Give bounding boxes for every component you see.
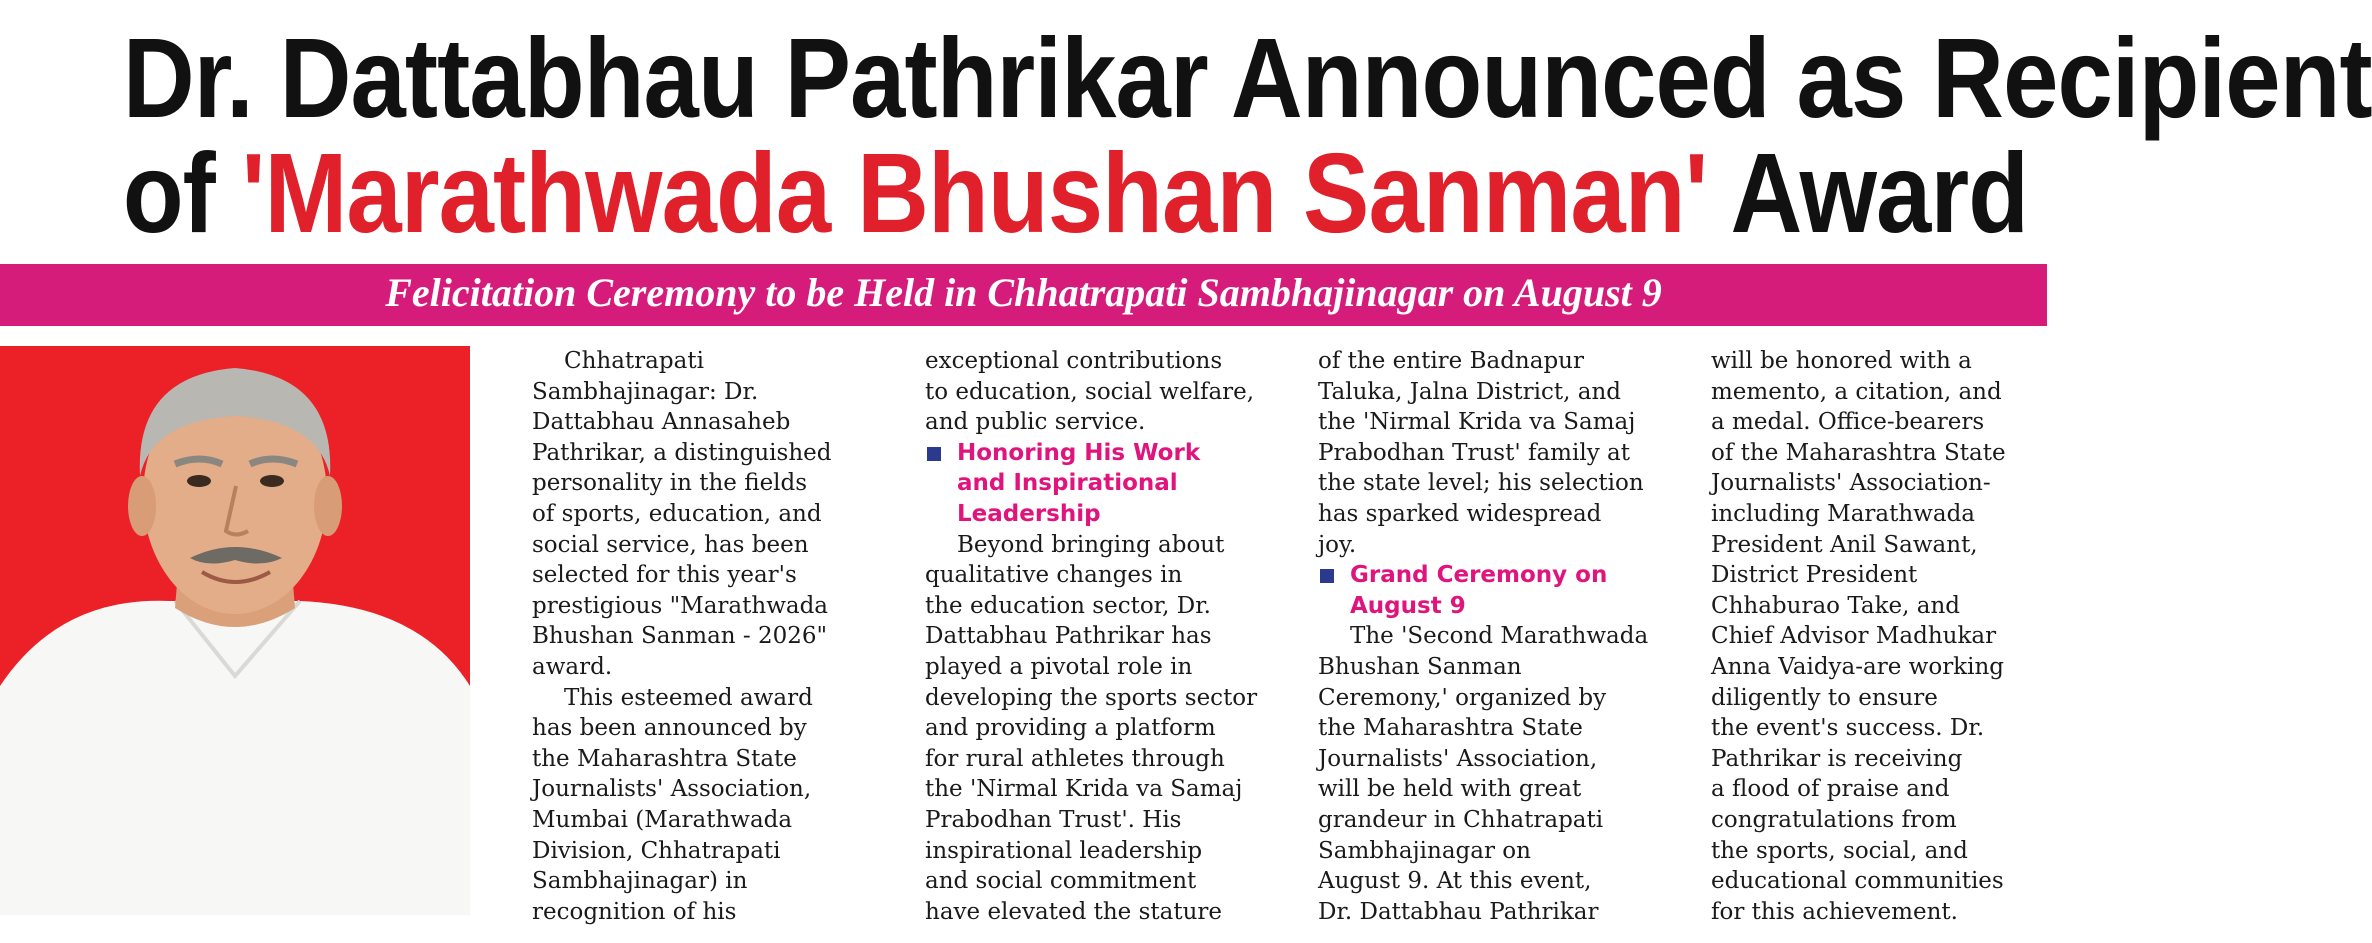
text-line: Dr. Dattabhau Pathrikar bbox=[1318, 898, 1599, 925]
text-line: grandeur in Chhatrapati bbox=[1318, 806, 1604, 833]
text-line: Bhushan Sanman bbox=[1318, 653, 1522, 680]
text-line: to education, social welfare, bbox=[925, 378, 1255, 405]
article-column-1 bbox=[532, 346, 902, 927]
subheading-line: and Inspirational bbox=[957, 470, 1178, 497]
text-line: Sambhajinagar: Dr. bbox=[532, 378, 759, 405]
text-line: including Marathwada bbox=[1711, 500, 1976, 527]
text-line: Journalists' Association, bbox=[1318, 745, 1598, 772]
text-line: will be held with great bbox=[1318, 776, 1582, 803]
subtitle-banner-text: Felicitation Ceremony to be Held in Chhatrapati Sambhajinagar on August 9 bbox=[385, 270, 1662, 315]
text-line: social service, has been bbox=[532, 531, 809, 558]
text-line: Anna Vaidya-are working bbox=[1711, 653, 2005, 680]
text-line: Mumbai (Marathwada bbox=[532, 806, 793, 833]
text-line: Prabodhan Trust'. His bbox=[925, 806, 1182, 833]
text-line: developing the sports sector bbox=[925, 684, 1258, 711]
text-line: congratulations from bbox=[1711, 806, 1957, 833]
text-line: will be honored with a bbox=[1711, 348, 1972, 374]
text-line: Bhushan Sanman - 2026" bbox=[532, 623, 828, 650]
headline-suffix: Award bbox=[1707, 130, 2029, 256]
text-line: of the entire Badnapur bbox=[1318, 348, 1584, 374]
text-line: qualitative changes in bbox=[925, 562, 1183, 589]
text-line: for rural athletes through bbox=[925, 745, 1225, 772]
text-line: educational communities bbox=[1711, 868, 2004, 895]
text-line: and social commitment bbox=[925, 868, 1197, 895]
article-column-3 bbox=[1318, 346, 1688, 927]
text-line: inspirational leadership bbox=[925, 837, 1203, 864]
subheading-line: August 9 bbox=[1350, 592, 1466, 619]
text-line: August 9. At this event, bbox=[1318, 868, 1592, 895]
text-line: of the Maharashtra State bbox=[1711, 439, 2006, 466]
text-line: The 'Second Marathwada bbox=[1350, 623, 1649, 650]
text-line: President Anil Sawant, bbox=[1711, 531, 1978, 558]
text-line: the 'Nirmal Krida va Samaj bbox=[925, 776, 1243, 803]
subheading-line: Grand Ceremony on bbox=[1350, 562, 1608, 589]
text-line: played a pivotal role in bbox=[925, 653, 1193, 680]
text-line: recognition of his bbox=[532, 898, 737, 925]
text-line: have elevated the stature bbox=[925, 898, 1223, 925]
text-line: the sports, social, and bbox=[1711, 837, 1968, 864]
subheading-honoring-his-work bbox=[925, 438, 1295, 530]
square-bullet-icon bbox=[927, 447, 941, 461]
text-line: diligently to ensure bbox=[1711, 684, 1938, 711]
text-line: Pathrikar is receiving bbox=[1711, 745, 1963, 772]
text-line: Sambhajinagar) in bbox=[532, 868, 748, 895]
text-line: Taluka, Jalna District, and bbox=[1318, 378, 1622, 405]
text-line: the 'Nirmal Krida va Samaj bbox=[1318, 409, 1636, 436]
headline-line-2 bbox=[122, 130, 2029, 256]
text-line: a flood of praise and bbox=[1711, 776, 1950, 803]
text-line: joy. bbox=[1318, 531, 1357, 558]
text-line: of sports, education, and bbox=[532, 500, 822, 527]
text-line: Ceremony,' organized by bbox=[1318, 684, 1607, 711]
text-line: and public service. bbox=[925, 409, 1146, 436]
text-line: Chhatrapati bbox=[564, 348, 704, 374]
subheading-line: Leadership bbox=[957, 500, 1101, 527]
subheading-grand-ceremony bbox=[1318, 560, 1688, 621]
text-line: memento, a citation, and bbox=[1711, 378, 2002, 405]
text-line: Chhaburao Take, and bbox=[1711, 592, 1961, 619]
square-bullet-icon bbox=[1320, 569, 1334, 583]
text-line: the education sector, Dr. bbox=[925, 592, 1211, 619]
article-column-2 bbox=[925, 346, 1295, 927]
text-line: District President bbox=[1711, 562, 1918, 589]
text-line: for this achievement. bbox=[1711, 898, 1958, 925]
text-line: Beyond bringing about bbox=[957, 531, 1225, 558]
portrait-photo bbox=[0, 346, 470, 915]
text-line: award. bbox=[532, 653, 613, 680]
text-line: Dattabhau Annasaheb bbox=[532, 409, 791, 436]
text-line: Journalists' Association, bbox=[532, 776, 812, 803]
article-column-4 bbox=[1711, 346, 2081, 927]
text-line: Prabodhan Trust' family at bbox=[1318, 439, 1630, 466]
text-line: Division, Chhatrapati bbox=[532, 837, 781, 864]
text-line: Sambhajinagar on bbox=[1318, 837, 1531, 864]
headline-award-name: 'Marathwada Bhushan Sanman' bbox=[241, 130, 1708, 256]
text-line: exceptional contributions bbox=[925, 348, 1223, 374]
text-line: the Maharashtra State bbox=[532, 745, 797, 772]
text-line: and providing a platform bbox=[925, 715, 1216, 742]
text-line: the state level; his selection bbox=[1318, 470, 1644, 497]
text-line: Pathrikar, a distinguished bbox=[532, 439, 832, 466]
text-line: Dattabhau Pathrikar has bbox=[925, 623, 1212, 650]
text-line: Journalists' Association- bbox=[1711, 470, 1991, 497]
text-line: a medal. Office-bearers bbox=[1711, 409, 1985, 436]
text-line: has sparked widespread bbox=[1318, 500, 1602, 527]
portrait-illustration bbox=[0, 346, 470, 915]
text-line: the event's success. Dr. bbox=[1711, 715, 1985, 742]
text-line: personality in the fields bbox=[532, 470, 808, 497]
text-line: has been announced by bbox=[532, 715, 807, 742]
text-line: This esteemed award bbox=[564, 684, 813, 711]
text-line: Chief Advisor Madhukar bbox=[1711, 623, 1997, 650]
headline-prefix: of bbox=[122, 130, 242, 256]
text-line: prestigious "Marathwada bbox=[532, 592, 829, 619]
text-line: selected for this year's bbox=[532, 562, 797, 589]
subheading-line: Honoring His Work bbox=[957, 439, 1201, 466]
text-line: the Maharashtra State bbox=[1318, 715, 1583, 742]
headline-line-1: Dr. Dattabhau Pathrikar Announced as Recipient bbox=[122, 15, 2372, 141]
